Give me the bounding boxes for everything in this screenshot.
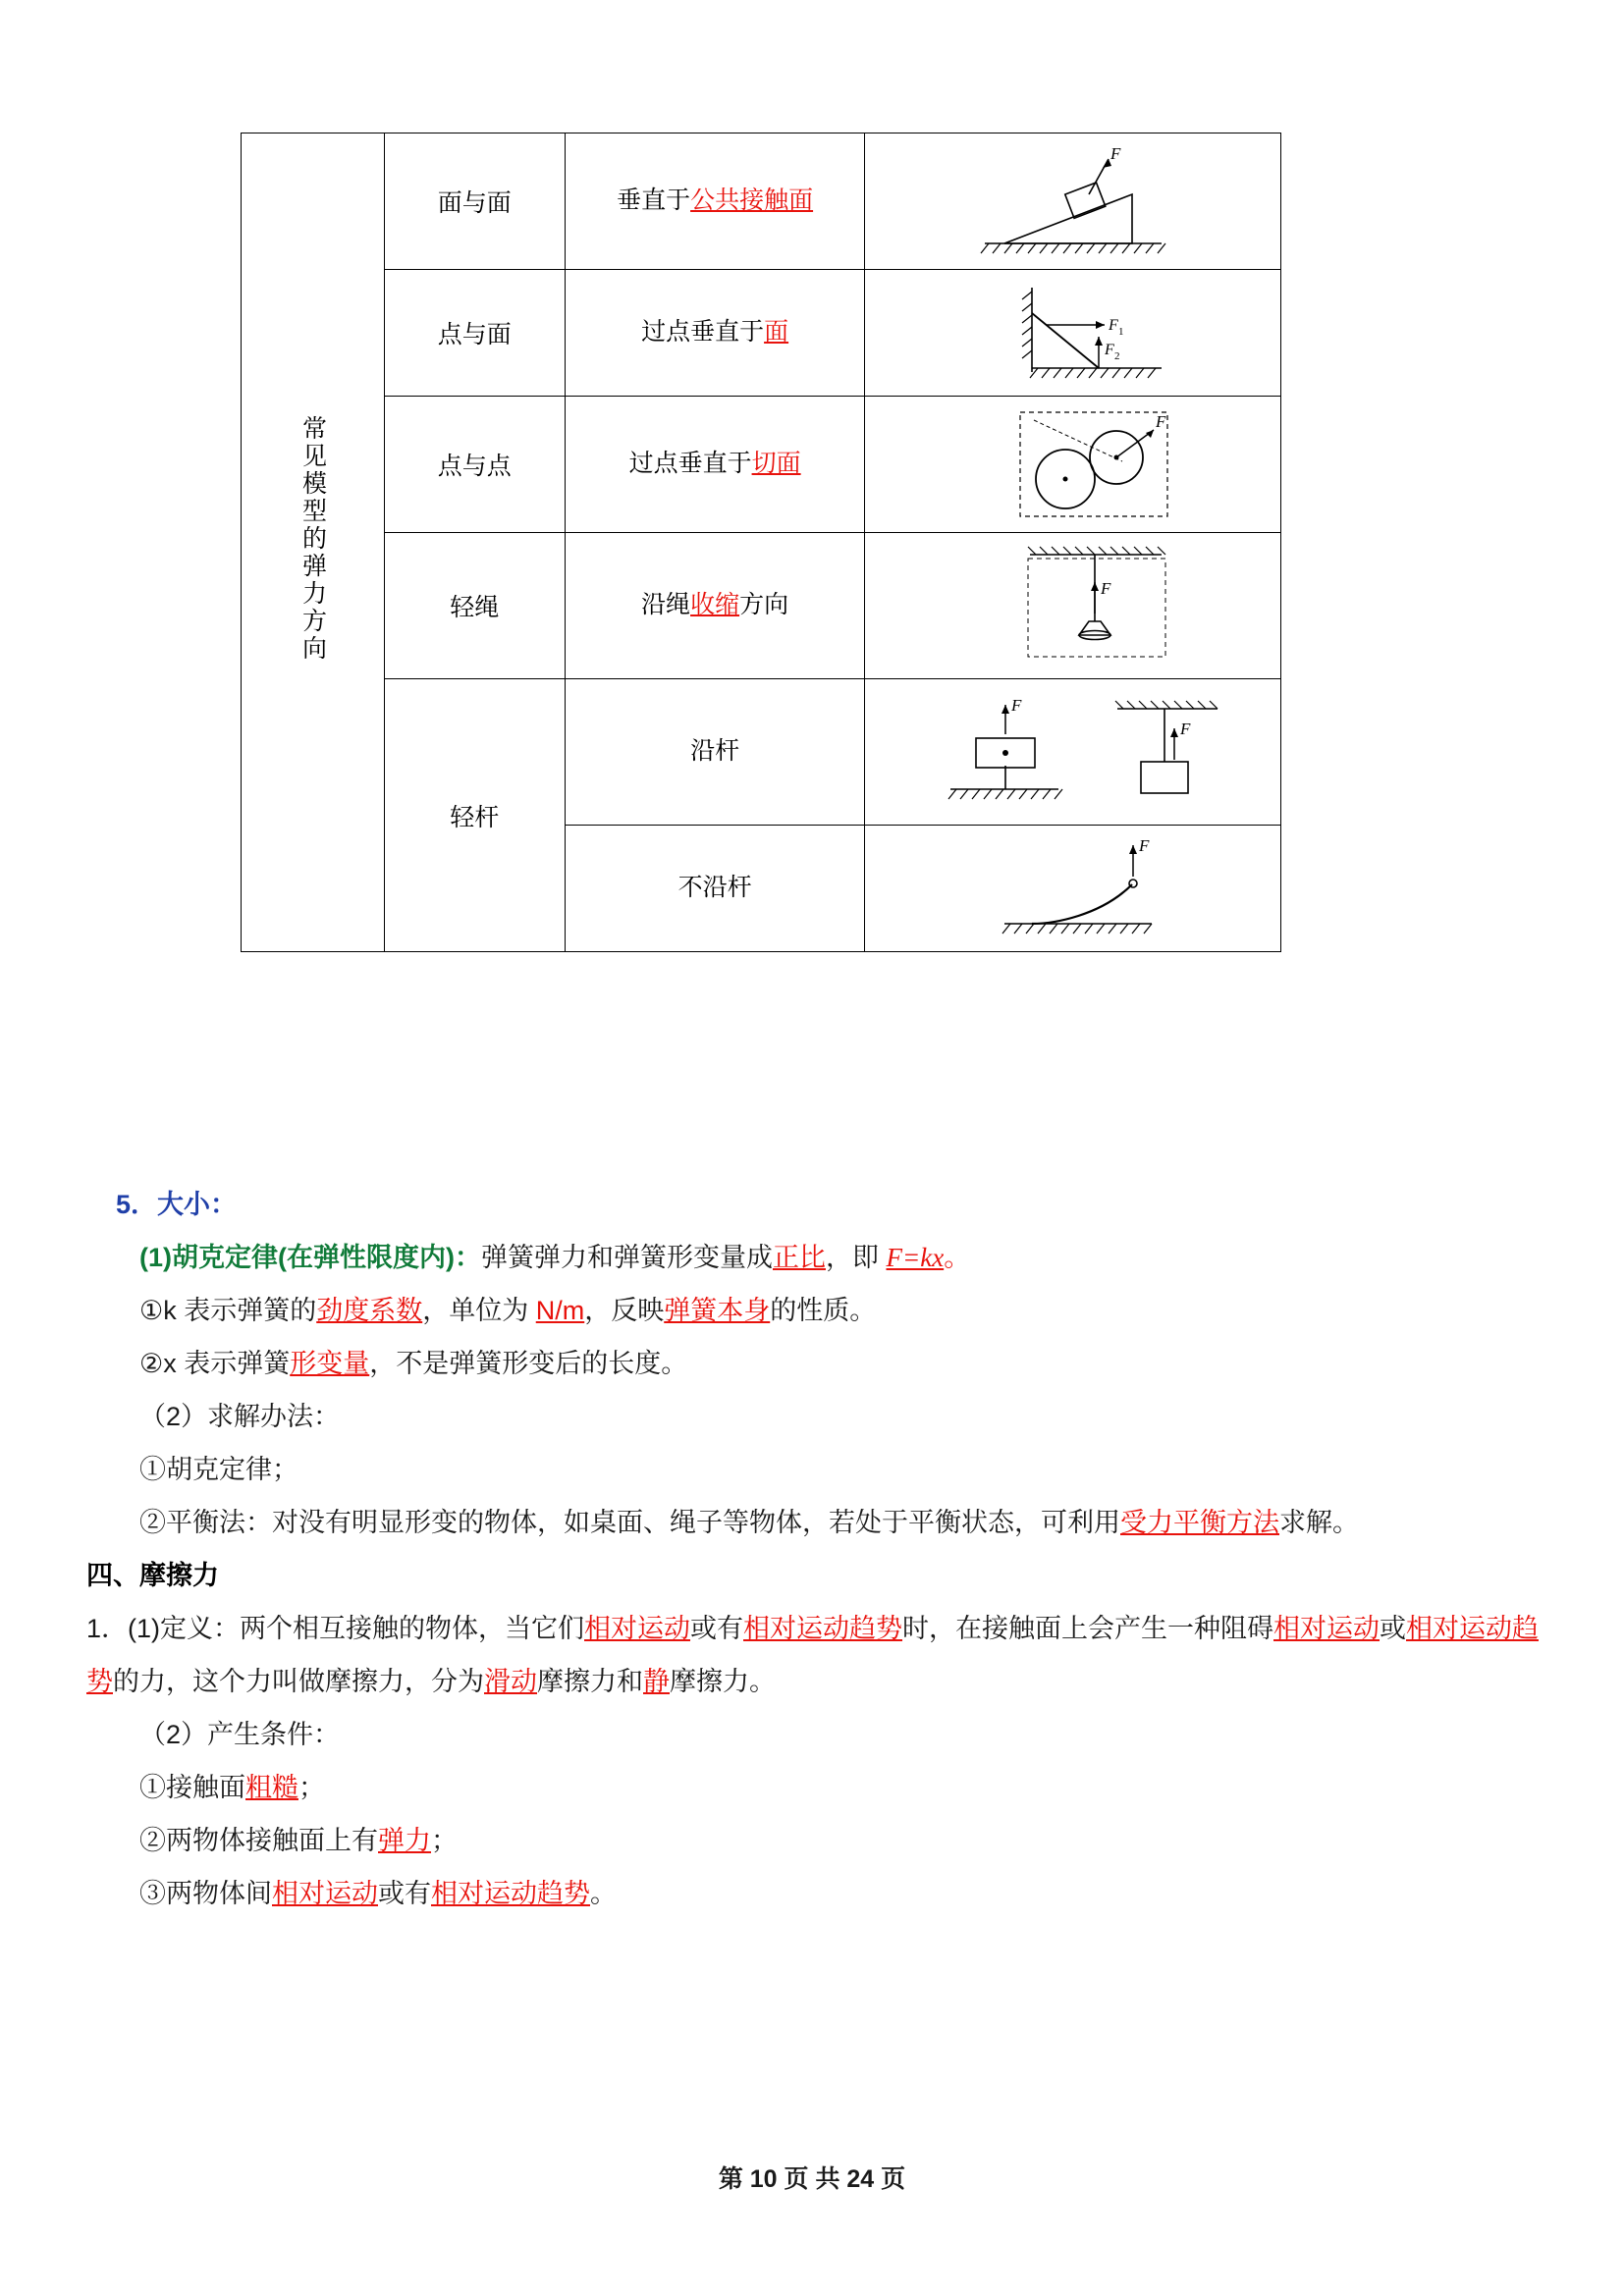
hanging-rope-force-icon (871, 537, 1274, 674)
figure-cell (865, 397, 1281, 533)
direction-highlight: 公共接触面 (690, 187, 814, 215)
model-name-cell (384, 679, 565, 952)
friction-definition-line (86, 1602, 1540, 1708)
condition-3-tendency: 相对运动趋势 (431, 1879, 590, 1908)
rod-corner-two-forces-icon (871, 274, 1274, 392)
table-row-header (242, 133, 385, 952)
model-name-cell (384, 397, 565, 533)
model-name-label: 轻杆 (450, 803, 500, 831)
hooke-law-text-a: 弹簧弹力和弹簧形变量成 (480, 1243, 773, 1272)
direction-prefix: 垂直于 (617, 187, 691, 215)
condition-1-a: ①接触面 (139, 1773, 245, 1802)
friction-def-tendency-2: 相对运动趋势 (86, 1614, 1540, 1696)
model-name-cell (384, 133, 565, 270)
condition-1-c: ； (298, 1773, 325, 1802)
friction-def-a: 1．(1)定义：两个相互接触的物体，当它们 (86, 1614, 585, 1643)
solution-methods-line (86, 1390, 1540, 1443)
k-text-a: ①k 表示弹簧的 (139, 1296, 317, 1325)
friction-def-static: 静 (643, 1667, 670, 1696)
svg-text:F: F (1138, 836, 1149, 855)
k-text-c: ，反映 (584, 1296, 665, 1325)
hooke-law-formula: F=kx (886, 1243, 945, 1272)
model-table-container (241, 133, 1281, 952)
friction-def-relative-motion-1: 相对运动 (584, 1614, 691, 1643)
table-row (242, 397, 1281, 533)
condition-1-rough: 粗糙 (245, 1773, 298, 1802)
page-footer (0, 2160, 1624, 2195)
direction-cell (565, 133, 864, 270)
friction-def-e: 时，在接触面上会产生一种阻碍 (902, 1614, 1274, 1643)
direction-prefix: 沿绳 (641, 591, 691, 619)
direction-cell (565, 270, 864, 397)
direction-prefix: 不沿杆 (677, 874, 752, 902)
friction-def-g: 或 (1380, 1614, 1407, 1643)
inclined-block-normal-force-icon (871, 137, 1274, 265)
model-name-label: 点与面 (437, 321, 512, 348)
x-text-b: ，不是弹簧形变后的长度。 (369, 1349, 688, 1378)
model-name-cell (384, 270, 565, 397)
condition-2-elastic-force: 弹力 (378, 1826, 431, 1855)
condition-3-c: 或有 (378, 1879, 431, 1908)
svg-text:F: F (1108, 317, 1118, 334)
svg-text:F: F (1010, 696, 1021, 715)
direction-prefix: 过点垂直于 (628, 450, 752, 478)
friction-def-c: 或有 (690, 1614, 744, 1643)
direction-highlight: 面 (764, 318, 789, 347)
condition-3-relative-motion: 相对运动 (272, 1879, 378, 1908)
figure-cell (865, 133, 1281, 270)
direction-highlight: 收缩 (690, 591, 740, 619)
solution-method-1-label: ①胡克定律； (139, 1455, 298, 1484)
balance-highlight: 受力平衡方法 (1120, 1508, 1279, 1537)
svg-text:F: F (1100, 579, 1110, 598)
direction-prefix: 过点垂直于 (641, 318, 765, 347)
friction-def-sliding: 滑动 (484, 1667, 537, 1696)
elastic-force-model-table (241, 133, 1281, 952)
hooke-law-period: 。 (944, 1243, 971, 1272)
two-circles-tangent-force-icon (871, 400, 1274, 528)
x-deformation: 形变量 (290, 1349, 370, 1378)
solution-method-2 (86, 1496, 1540, 1549)
page-number-label: 第 10 页 共 24 页 (718, 2165, 906, 2193)
friction-def-k: 摩擦力和 (537, 1667, 643, 1696)
k-spring-itself: 弹簧本身 (664, 1296, 771, 1325)
balance-text-a: ②平衡法：对没有明显形变的物体，如桌面、绳子等物体，若处于平衡状态，可利用 (139, 1508, 1120, 1537)
document-body (86, 1178, 1540, 1920)
model-name-cell (384, 533, 565, 679)
x-text-a: ②x 表示弹簧 (139, 1349, 291, 1378)
direction-suffix: 方向 (739, 591, 789, 619)
condition-3-a: ③两物体间 (139, 1879, 272, 1908)
k-stiffness-coefficient: 劲度系数 (316, 1296, 423, 1325)
svg-text:F: F (1179, 720, 1190, 738)
heading-5 (86, 1178, 1540, 1231)
heading-4 (86, 1549, 1540, 1602)
svg-text:F: F (1155, 412, 1165, 431)
row-header-label: 常见模型的弹力方向 (298, 415, 327, 663)
direction-cell (565, 533, 864, 679)
model-name-label: 面与面 (437, 189, 512, 217)
direction-cell (565, 397, 864, 533)
hooke-law-label: (1)胡克定律(在弹性限度内)： (139, 1243, 481, 1272)
heading-5-number: 5． (116, 1190, 158, 1219)
friction-condition-1 (86, 1761, 1540, 1814)
direction-prefix: 沿杆 (690, 737, 740, 766)
hooke-law-line (86, 1231, 1540, 1284)
solution-methods-label: （2）求解办法： (139, 1402, 341, 1431)
figure-cell (865, 533, 1281, 679)
condition-3-e: 。 (590, 1879, 617, 1908)
light-rod-along-icon (871, 683, 1274, 821)
condition-2-a: ②两物体接触面上有 (139, 1826, 378, 1855)
friction-conditions-line (86, 1708, 1540, 1761)
hooke-law-proportional: 正比 (772, 1243, 826, 1272)
k-text-d: 的性质。 (770, 1296, 877, 1325)
svg-text:2: 2 (1113, 350, 1120, 362)
svg-text:F: F (1110, 144, 1120, 163)
k-unit: N/m (535, 1296, 585, 1325)
friction-def-i: 的力，这个力叫做摩擦力，分为 (113, 1667, 484, 1696)
k-meaning-line (86, 1284, 1540, 1337)
svg-text:F: F (1104, 342, 1114, 358)
direction-cell (565, 679, 864, 826)
friction-condition-3 (86, 1867, 1540, 1920)
table-row (242, 679, 1281, 826)
table-row (242, 270, 1281, 397)
hooke-law-text-b: ，即 (825, 1243, 887, 1272)
balance-text-b: 求解。 (1279, 1508, 1359, 1537)
friction-def-tendency-1: 相对运动趋势 (743, 1614, 903, 1643)
x-meaning-line (86, 1337, 1540, 1390)
table-row (242, 533, 1281, 679)
curved-rod-force-icon (871, 829, 1274, 947)
heading-4-title: 四、摩擦力 (86, 1561, 219, 1590)
figure-cell (865, 270, 1281, 397)
friction-def-m: 摩擦力。 (670, 1667, 776, 1696)
friction-def-relative-motion-2: 相对运动 (1273, 1614, 1380, 1643)
svg-text:1: 1 (1117, 326, 1124, 338)
condition-2-c: ； (431, 1826, 458, 1855)
figure-cell (865, 679, 1281, 826)
model-name-label: 点与点 (437, 453, 512, 480)
friction-condition-2 (86, 1814, 1540, 1867)
direction-cell (565, 826, 864, 952)
heading-5-title: 大小： (157, 1190, 238, 1219)
model-name-label: 轻绳 (450, 594, 500, 621)
table-row (242, 133, 1281, 270)
solution-method-1 (86, 1443, 1540, 1496)
k-text-b: ，单位为 (422, 1296, 536, 1325)
friction-conditions-label: （2）产生条件： (139, 1720, 341, 1749)
direction-highlight: 切面 (751, 450, 801, 478)
figure-cell (865, 826, 1281, 952)
